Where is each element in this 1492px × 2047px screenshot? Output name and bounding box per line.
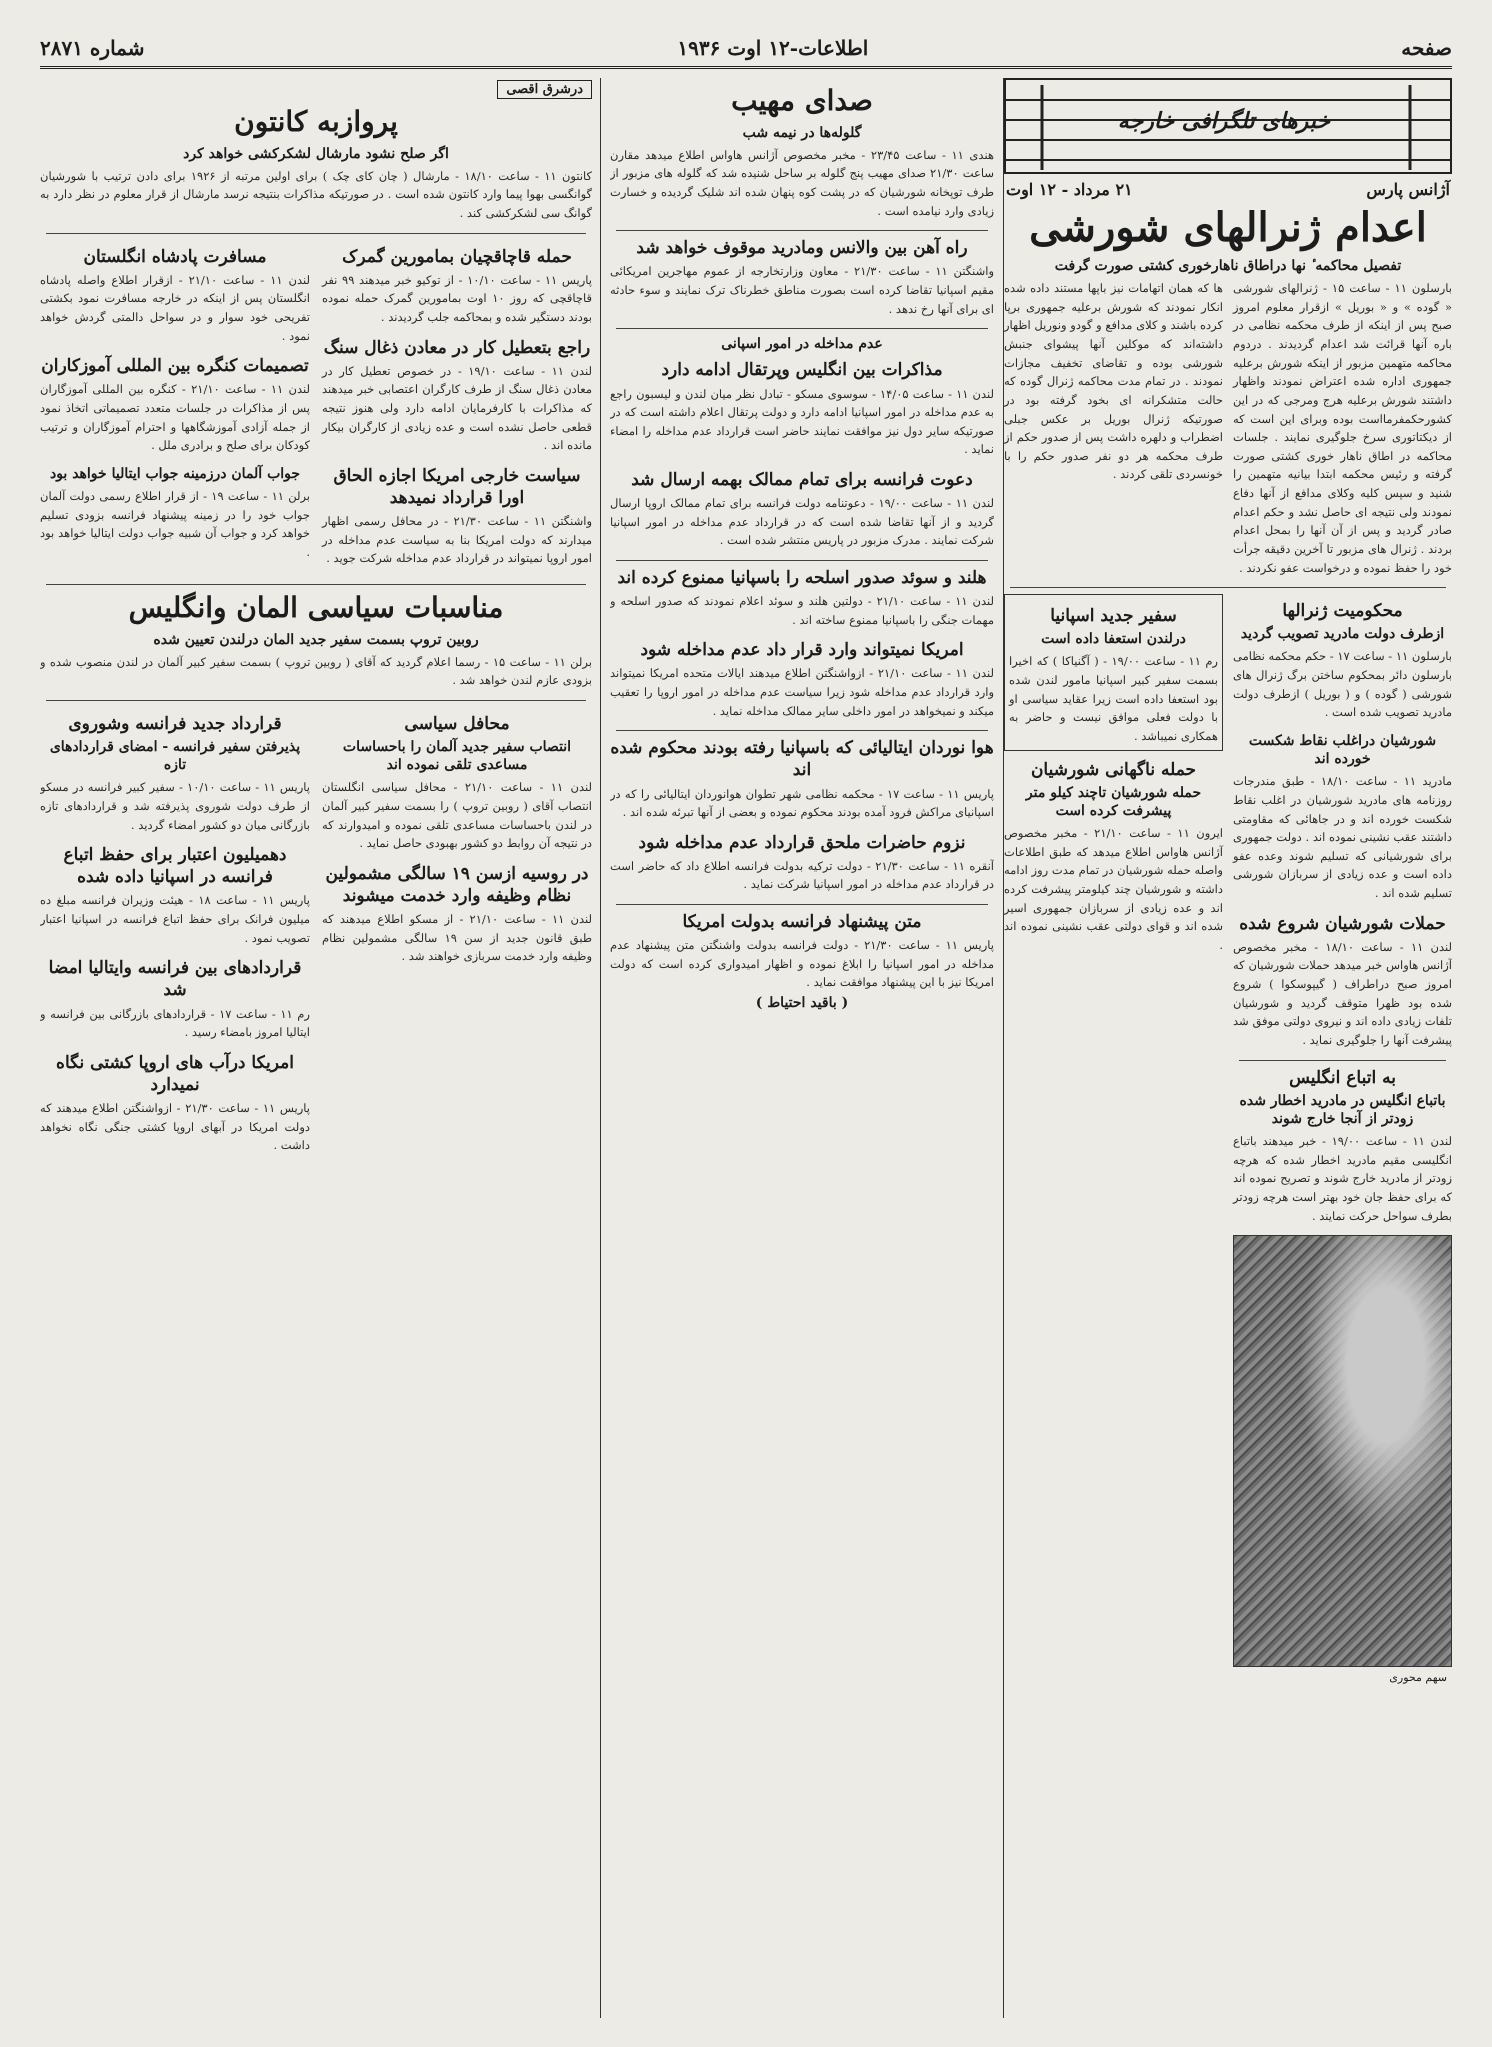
article-title: قراردادهای بین فرانسه وایتالیا امضا شد (48, 958, 302, 1001)
article-body: لندن ۱۱ - ساعت ۱۹/۱۰ - در خصوص تعطیل کار در معادن ذغال سنگ از طرف کارگران اعتصابی خبر میدهند که مذاکرات با کارفرمایان ادامه دارد ولی هنوز نتیجه قطعی حاصل نشده است و عده زیادی از کارگران بیکار مانده اند . (322, 363, 592, 453)
article-body: پاریس ۱۱ - ساعت ۲۱/۳۰ - دولت فرانسه بدولت واشنگتن متن پیشنهاد عدم مداخله در امور اسپانیا را ابلاغ نموده و اظهار امیدواری کرده است که دولت امریکا نیز با این پیشنهاد موافقت نماید . (610, 938, 994, 990)
article-royal-trip (40, 246, 310, 346)
article-title: شورشیان دراغلب نقاط شکست خورده اند (1248, 732, 1437, 768)
article-us-non-intervention (610, 639, 994, 720)
article-title: در روسیه ازسن ۱۹ سالگی مشمولین نظام وظیفه وارد خدمت میشوند (325, 863, 589, 906)
article-nationals (1233, 1067, 1452, 1226)
article-title: حمله ناگهانی شورشیان (1030, 759, 1197, 780)
article-title: دعوت فرانسه برای تمام ممالک بهمه ارسال شد (631, 470, 973, 491)
article-body: رم ۱۱ - ساعت ۱۹/۰۰ - ( آگنیاکا ) که اخیرا بسمت سفیر کبیر اسپانیا مامور لندن شده بود استعفا داده است زیرا عقاید سیاسی او با دولت فعلی موافق نیست و حاضر به همکاری نمیباشد . (1009, 654, 1218, 743)
article-pact (610, 832, 994, 894)
closing-note: ( باقید احتیاط ) (755, 995, 849, 1012)
article-body: ایرون ۱۱ - ساعت ۲۱/۱۰ - مخبر مخصوص آژانس هاواس اطلاع میدهد که طبق اطلاعات واصله حمله شورشیان در تمام مدت روز ادامه داشته و شورشیان چند کیلومتر پیشرفت کرده اند و عده زیادی از سربازان جمهوری اسیر شده اند و قوای دولتی عقب نشینی نموده اند . (1004, 826, 1223, 952)
article-title: امریکا درآب های اروپا کشتی نگاه نمیدارد (56, 1052, 294, 1095)
column-right (1004, 78, 1452, 2018)
column-left (40, 78, 592, 2018)
article-french-invitation (610, 469, 994, 550)
article-canton (40, 105, 592, 223)
article-subtitle: باتباع انگلیس در مادرید اخطار شده زودتر از آنجا خارج شوند (1239, 1092, 1446, 1127)
dateline (1006, 180, 1450, 199)
article-body: لندن ۱۱ - ساعت ۲۱/۱۰ - محافل سیاسی انگلستان انتصاب آقای ( روبین تروپ ) را بسمت سفیر کبیر آلمان در لندن باحساسات مساعدی تلقی نموده و امیدوارند که در نتیجه آن روابط دو کشور بهبودی حاصل نماید . (322, 780, 592, 851)
article-title: دهمیلیون اعتبار برای حفظ اتباع فرانسه در اسپانیا داده شده (63, 845, 287, 888)
article-body: لندن ۱۱ - ساعت ۲۱/۱۰ - دولتین هلند و سوئد اعلام نمودند که صدور اسلحه و مهمات جنگی را باسپانیا ممنوع ساخته اند . (610, 594, 994, 627)
article-body: بارسلون ۱۱ - ساعت ۱۷ - حکم محکمه نظامی بارسلون دائر بمحکوم ساختن برگ ژنرال های شورشی ( گوده ) و ( بوریل ) ازطرف دولت مادرید تصویب شده است . (1233, 649, 1452, 720)
article-coal (322, 337, 592, 455)
article-title: حمله قاچاقچیان بمامورین گمرک (342, 246, 572, 267)
article-title: راه آهن بین والانس ومادرید موقوف خواهد شد (636, 238, 968, 259)
article-title: تصمیمات کنگره بین المللی آموزکاران (41, 356, 309, 377)
article-title: راجع بتعطیل کار در معادن ذغال سنگ (323, 337, 591, 358)
article-arms-ban (610, 567, 994, 629)
article-credit (40, 844, 310, 947)
article-italian-aviators (610, 737, 994, 821)
article-political-circles (322, 713, 592, 853)
article-title: جواب آلمان درزمینه جواب ایتالیا خواهد بود (49, 465, 301, 482)
article-title: متن پیشنهاد فرانسه بدولت امریکا (682, 912, 922, 933)
article-body: پاریس ۱۱ - ساعت ۱۰/۱۰ - سفیر کبیر فرانسه در مسکو از طرف دولت شوروی پذیرفته شد و قراردادهای تازه بازرگانی میان دو کشور امضاء گردید . (40, 780, 310, 832)
article-title: سفیر جدید اسپانیا (1050, 606, 1177, 627)
article-subtitle: درلندن استعفا داده است (1041, 631, 1186, 648)
agency-name: آژانس پارس (1366, 180, 1450, 199)
article-execution (1004, 205, 1452, 577)
page-label: صفحه (1401, 36, 1452, 60)
article-body: لندن ۱۱ - ساعت ۲۱/۱۰ - ازواشنگتن اطلاع میدهند ایالات متحده امریکا نمیتواند وارد قرارداد عدم مداخله شود زیرا سیاست عدم مداخله در امور اروپا را تعقیب میکند و نمیخواهد در امور داخلی سایر ممالک مداخله نماید . (610, 666, 994, 718)
page-header (40, 30, 1452, 69)
article-body: لندن ۱۱ - ساعت ۲۱/۱۰ - کنگره بین المللی آموزگاران پس از مذاکرات در جلسات متعدد تصمیماتی اتخاذ نمود از جمله آزادی آموزشگاهها و احترام آموزگاران و ترتیب کودکان برای صلح و برادری ملل . (40, 382, 310, 453)
article-german-reply (40, 465, 310, 562)
article-attacks (1233, 913, 1452, 1050)
article-french-proposal (610, 911, 994, 1012)
article-body: پاریس ۱۱ - ساعت ۱۷ - محکمه نظامی شهر تطوان هوانوردان ایتالیائی را که در اسپانیای مراکش فرود آمده بودند محکوم نموده و بعضی از آنها تبرئه شده اند . (610, 786, 994, 820)
section-tag: درشرق اقصی (497, 80, 592, 99)
article-title: مناسبات سیاسی المان وانگلیس (128, 590, 504, 624)
article-subtitle: اگر صلح نشود مارشال لشکرکشی خواهد کرد (183, 145, 449, 162)
article-title: نزوم حاضرات ملحق قرارداد عدم مداخله شود (638, 832, 966, 853)
article-body: بارسلون ۱۱ - ساعت ۱۵ - ژنرالهای شورشی « گوده » و « بوریل » ازقرار معلوم امروز صبح پس از اینکه از طرف محکمه نظامی در باره آنها قرائت شد اعدام گردیدند . دردوم محاکمه متهمین مزبور از اینکه شورش برعلیه جمهوری اداره شده اعتراض نمودند واظهار داشتند شورش برعلیه هرج ومرجی که در این کشورحکمفرمااست بوده وبرای این است که از دیکتاتوری سرخ جلوگیری نمایند . جلسات محاکمه در اطاق ناهار خوری کشتی صورت گرفته و رئیس محکمه ابتدا بیانیه متهمین را شنید و سپس کلیه وکلای مدافع از آنها دفاع نمودند ولی نتیجه ای حاصل نشد و حکم اعدام صادر گردید و پس از آن آنها را بمحل اعدام بردند . ژنرال های مزبور تا آخرین دقیقه جرأت خود را حفظ نموده و درخواست عفو نکردند . (1233, 281, 1452, 575)
article-us-navy (40, 1052, 310, 1155)
article-france-soviet (40, 713, 310, 834)
article-portugal (610, 335, 994, 459)
article-title: مسافرت پادشاه انگلستان (83, 246, 267, 267)
article-subtitle: گلوله‌ها در نیمه شب (742, 124, 862, 141)
article-title: امریکا نمیتواند وارد قرار داد عدم مداخله شود (640, 640, 964, 661)
article-title: هوا نوردان ایتالیائی که باسپانیا رفته بودند محکوم شده اند (610, 738, 994, 781)
article-body-2: ها که همان اتهامات نیز باپها مستند داده شده انکار نمودند که شورش برعلیه جمهوری برپا کرده باشند و کلای مدافع و گودو ونوریل اظهار داشته‌اند که موکلین آنها پیشوای جنبش شورشی بوده و تقاضای تخفیف مجازات نمودند . در تمام مدت محاکمه ژنرال گوده که حالت متشکرانه ای بخود گرفته بود در صورتیکه ژنرال بوریل بر عکس جبلی اضطراب و دلهره داشت پس از صدور حکم از طرف محکمه هر دو نفر صدور حکم را با خونسردی تلقی کردند . (1004, 281, 1223, 482)
article-body: لندن ۱۱ - ساعت ۲۱/۱۰ - از مسکو اطلاع میدهند که طبق قانون جدید از سن ۱۹ سالگی مشمولین نظام وظیفه وارد خدمت سربازی خواهند شد . (322, 912, 592, 964)
article-body: لندن ۱۱ - ساعت ۱۸/۱۰ - مخبر مخصوص آژانس هاواس خبر میدهد حملات شورشیان که امروز صبح دراطراف ( گیپوسکوا ) شروع شده بود ظهرا متوقف گردید و شورشیان تلفات زیادی داده اند و نیروی دولتی موفق شد پیشرفت آنها را جلوگیری نماید . (1233, 939, 1452, 1047)
article-teachers (40, 355, 310, 455)
article-customs (322, 246, 592, 327)
article-subtitle: انتصاب سفیر جدید آلمان را باحساسات مساعدی تلقی نموده اند (342, 739, 572, 774)
article-railway (610, 237, 994, 318)
dateline-text: ۲۱ مرداد - ۱۲ اوت (1006, 180, 1133, 199)
article-title: محکومیت ژنرالها (1282, 601, 1403, 622)
article-title: صدای مهیب (731, 84, 873, 117)
article-body: پاریس ۱۱ - ساعت ۱۰/۱۰ - از توکیو خبر میدهند ۹۹ نفر قاچاقچی که روز ۱۰ اوت بمامورین گمرک حمله نموده بودند دستگیر شده و بمحاکمه جلب گردیدند . (322, 272, 592, 324)
article-body: آنقره ۱۱ - ساعت ۲۱/۳۰ - دولت ترکیه بدولت فرانسه اطلاع داد که حاضر است در قرارداد عدم مداخله در امور اسپانیا شرکت نماید . (610, 858, 994, 892)
article-body: کانتون ۱۱ - ساعت ۱۸/۱۰ - مارشال ( چان کای چک ) برای اولین مرتبه از ۱۹۲۶ برای دادن ترتیب با شورشیان گوانگسی بهوا پیما وارد کانتون شده است . در صورتیکه مذاکرات بنتیجه نرسد مارشال از قرار معلوم در نظر دارد به گوانگ سی لشکرکشی کند . (40, 168, 592, 221)
photo-caption: سهم محوری (1389, 1671, 1447, 1685)
article-title: قرارداد جدید فرانسه وشوروی (68, 713, 282, 734)
article-body: هندی ۱۱ - ساعت ۲۳/۴۵ - مخبر مخصوص آژانس هاواس اطلاع میدهد مقارن ساعت ۲۱/۳۰ صدای مهیب پنج گلوله بر ساحل شنیده شد که گلوله های مزبور از طرف توپخانه شورشیان که در پشت کوه پنهان شده اند شلیک گردیده و خسارت زیادی وارد نیامده است . (610, 147, 994, 218)
article-subtitle: تفصیل محاکمه ٔ نها دراطاق ناهارخوری کشتی صورت گرفت (1054, 258, 1402, 274)
article-subtitle: پذیرفتن سفیر فرانسه - امضای قراردادهای تازه (49, 739, 301, 774)
article-ambassador (1004, 594, 1223, 750)
article-body: مادرید ۱۱ - ساعت ۱۸/۱۰ - طبق مندرجات روزنامه های مادرید شورشیان در اغلب نقاط شکست خورده اند و در جاهائی که مقاومتی داشتند عقب نشینی نموده اند . دولت جمهوری برای شورشیانی که تسلیم شوند وعده عفو داده است و عده زیادی از سربازان شورشی تسلیم شده اند . (1233, 774, 1452, 901)
article-kicker: عدم مداخله در امور اسپانی (721, 336, 883, 353)
article-title: سیاست خارجی امریکا اجازه الحاق اورا قرارداد نمیدهد (333, 465, 581, 508)
article-surprise-attack (1004, 759, 1223, 955)
article-body: لندن ۱۱ - ساعت ۱۹/۰۰ - دعوتنامه دولت فرانسه برای تمام ممالک اروپا ارسال گردید و از آنها تقاضا شده است که در قرارداد عدم مداخله در امور اسپانیا شرکت نمایند . مدرک مزبور در پاریس منتشر شده است . (610, 496, 994, 548)
foreign-news-banner (1004, 78, 1452, 174)
article-body: لندن ۱۱ - ساعت ۲۱/۱۰ - ازقرار اطلاع واصله پادشاه انگلستان پس از اینکه در خارجه مسافرت نمود بکشتی تفریحی خود سوار و در سواحل دالمتی گردش خواهد نمود . (40, 272, 310, 343)
issue-number: شماره ۲۸۷۱ (40, 36, 145, 60)
news-photo (1233, 1235, 1452, 1685)
article-relations (40, 591, 592, 690)
article-body: واشنگتن ۱۱ - ساعت ۲۱/۳۰ - در محافل رسمی اظهار میدارند که دولت امریکا بنا به سیاست عدم مداخله در امور اروپا نمیتواند در قرارداد عدم مداخله شرکت جوید . (322, 514, 592, 566)
header-date: اطلاعات-۱۲ اوت ۱۹۳۶ (677, 36, 869, 60)
article-russia-conscription (322, 863, 592, 966)
article-cordoba (1233, 732, 1452, 903)
article-body: لندن ۱۱ - ساعت ۱۴/۰۵ - سوسوی مسکو - تبادل نظر میان لندن و لیسبون راجع به عدم مداخله در امور اسپانیا ادامه دارد و دولت پرتقال اعلام داشته است که در صورتیکه سایر دول نیز موافقت نمایند حاضر است قرارداد عدم مداخله را امضاء نماید . (610, 386, 994, 457)
article-title: حملات شورشیان شروع شده (1239, 913, 1446, 934)
article-subtitle: روبین تروپ بسمت سفیر جدید المان درلندن تعیین شده (153, 631, 479, 648)
article-subtitle: ازطرف دولت مادرید تصویب گردید (1240, 626, 1445, 643)
article-franco-italian (40, 957, 310, 1041)
article-body: برلن ۱۱ - ساعت ۱۵ - رسما اعلام گردید که آقای ( روبین تروپ ) بسمت سفیر کبیر آلمان در لندن منصوب شده و بزودی عازم لندن خواهد شد . (40, 654, 592, 688)
article-title: پروازبه کانتون (234, 105, 398, 138)
banner-text: خبرهای تلگرافی خارجه (1117, 108, 1330, 134)
article-us-policy (322, 465, 592, 568)
article-explosion (610, 84, 994, 220)
article-sentence (1233, 600, 1452, 722)
article-title: مذاکرات بین انگلیس وپرتقال ادامه دارد (661, 360, 943, 381)
article-body: رم ۱۱ - ساعت ۱۷ - قراردادهای بازرگانی بین فرانسه و ایتالیا امروز بامضاء رسید . (40, 1006, 310, 1040)
article-body: برلن ۱۱ - ساعت ۱۹ - از قرار اطلاع رسمی دولت آلمان جواب خود را در زمینه پیشنهاد فرانسه بزودی تسلیم خواهد کرد و جواب آن شبیه جواب دولت ایتالیا خواهد بود . (40, 489, 310, 559)
article-title: محافل سیاسی (404, 713, 510, 734)
article-body: واشنگتن ۱۱ - ساعت ۲۱/۳۰ - معاون وزارتخارجه از عموم مهاجرین امریکائی مقیم اسپانیا تقاضا کرده است بصورت مناطق خطرناک ترک نمایند و سوء حادثه ای برای آنها رخ ندهد . (610, 264, 994, 316)
article-body: پاریس ۱۱ - ساعت ۱۸ - هیئت وزیران فرانسه مبلغ ده میلیون فرانک برای حفظ اتباع فرانسه در اسپانیا اعتبار تصویب نمود . (40, 893, 311, 945)
article-title: اعدام ژنرالهای شورشی (1029, 204, 1427, 251)
article-title: به اتباع انگلیس (1289, 1067, 1396, 1088)
article-body: پاریس ۱۱ - ساعت ۲۱/۳۰ - ازواشنگتن اطلاع میدهند که دولت امریکا در آبهای اروپا کشتی جنگی نگاه نخواهد داشت . (40, 1100, 310, 1153)
column-middle (610, 78, 994, 2018)
article-body: لندن ۱۱ - ساعت ۱۹/۰۰ - خبر میدهند باتباع انگلیسی مقیم مادرید اخطار شده که هرچه زودتر از مادرید خارج شوند و تصریح نموده اند که برای حفظ جان خود بهتر است هرچه زودتر بطرف سواحل حرکت نمایند . (1233, 1134, 1452, 1223)
article-title: هلند و سوئد صدور اسلحه را باسپانیا ممنوع کرده اند (617, 568, 987, 588)
article-subtitle: حمله شورشیان تاچند کیلو متر پیشرفت کرده است (1025, 784, 1202, 819)
